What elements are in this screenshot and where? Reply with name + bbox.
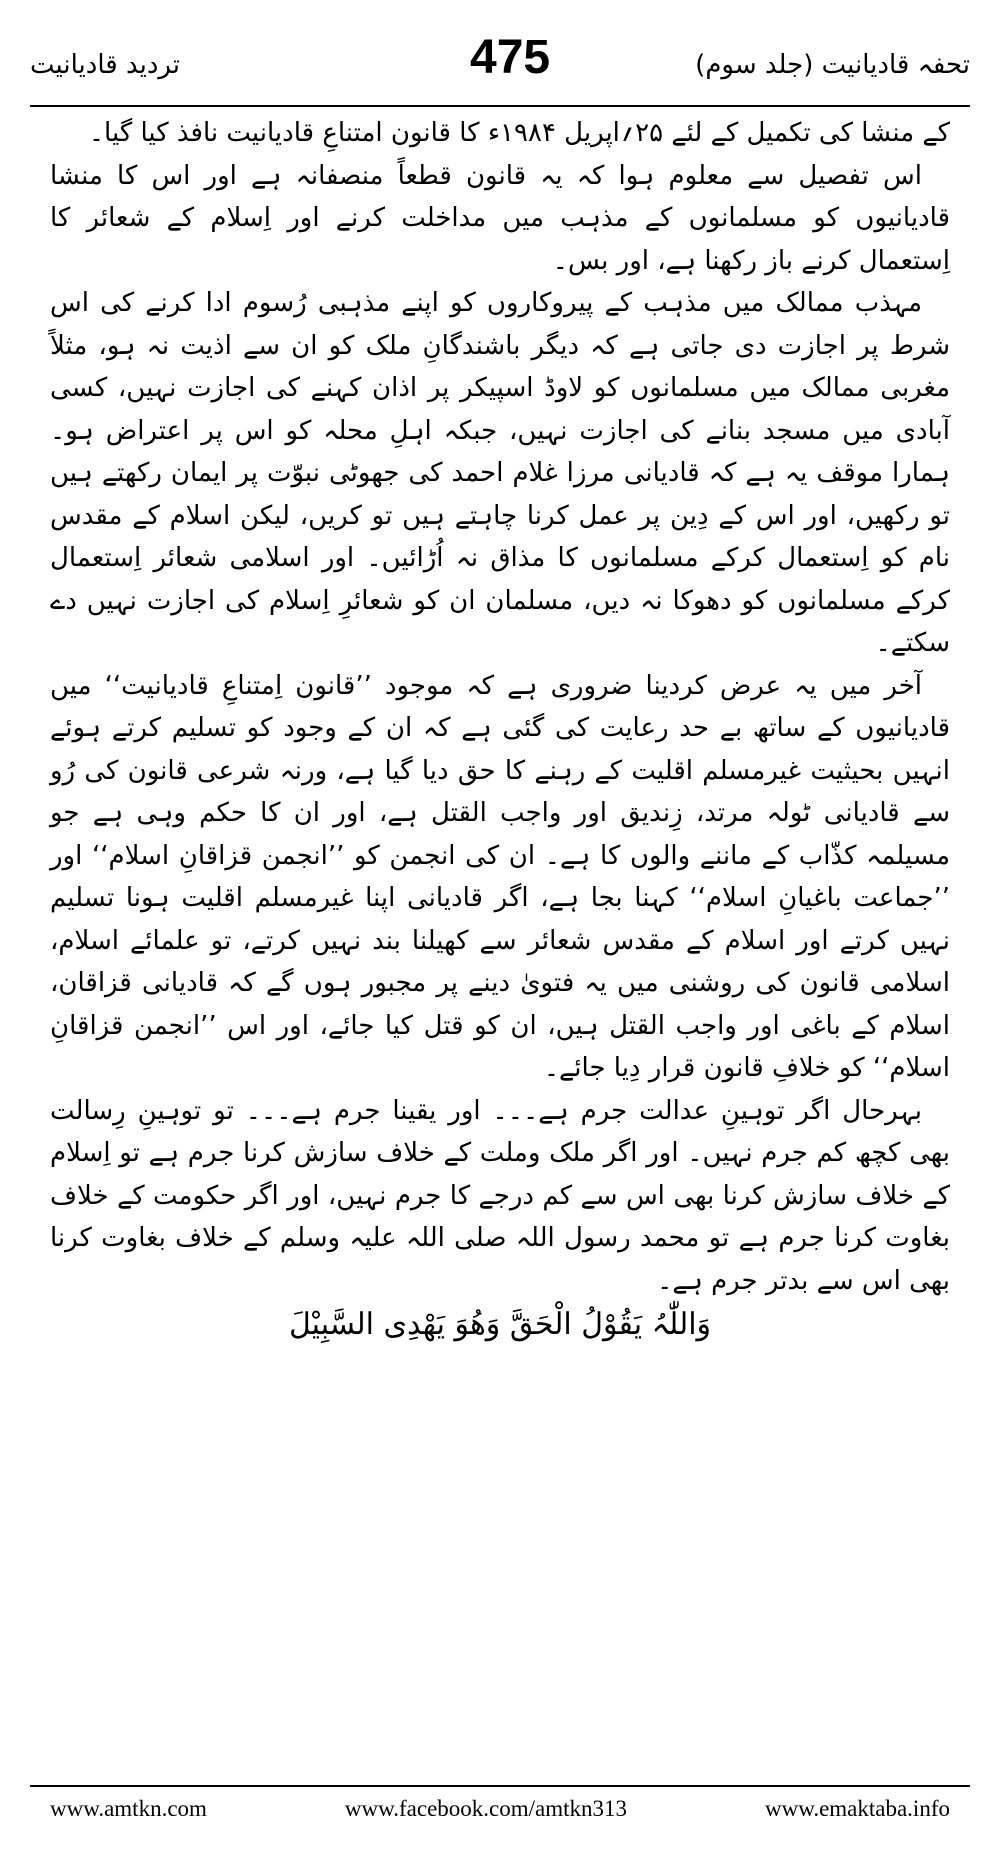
footer-link-facebook[interactable]: www.facebook.com/amtkn313 bbox=[344, 1796, 628, 1821]
footer-link-amtkn[interactable]: www.amtkn.com bbox=[50, 1796, 207, 1821]
header-divider bbox=[30, 105, 970, 107]
closing-verse: وَاللّٰہُ یَقُوْلُ الْحَقَّ وَھُوَ یَھْدِی السَّبِیْلَ bbox=[288, 1307, 712, 1342]
paragraph-5: بہرحال اگر توہینِ عدالت جرم ہے۔۔۔ اور یقینا جرم ہے۔۔۔ تو توہینِ رِسالت بھی کچھ کم جرم نہیں۔ اور اگر ملک وملت کے خلاف سازش کرنا جرم ہے تو اِسلام کے خلاف سازش کرنا بھی اس سے کم درجے کا جرم نہیں، اور اگر حکومت کے خلاف بغاوت کرنا جرم ہے تو محمد رسول اللہ صلی اللہ علیہ وسلم کے خلاف بغاوت کرنا بھی اس سے بدتر جرم ہے۔ bbox=[50, 1095, 950, 1296]
book-title: تحفہ قادیانیت (جلد سوم) bbox=[695, 50, 970, 80]
page-footer bbox=[50, 1796, 950, 1836]
paragraph-1: کے منشا کی تکمیل کے لئے ۲۵؍اپریل ۱۹۸۴ء کا قانون امتناعِ قادیانیت نافذ کیا گیا۔ bbox=[88, 118, 950, 148]
paragraph-2: اس تفصیل سے معلوم ہوا کہ یہ قانون قطعاً منصفانہ ہے اور اس کا منشا قادیانیوں کو مسلمانوں کے مذہب میں مداخلت کرنے اور اِسلام کے شعائر کا اِستعمال کرنے باز رکھنا ہے، اور بس۔ bbox=[50, 160, 950, 276]
footer-divider bbox=[30, 1785, 970, 1787]
paragraph-4: آخر میں یہ عرض کردینا ضروری ہے کہ موجود ’’قانون اِمتناعِ قادیانیت‘‘ میں قادیانیوں کے ساتھ بے حد رعایت کی گئی ہے کہ ان کے وجود کو تسلیم کرتے ہوئے انہیں بحیثیت غیرمسلم اقلیت کے رہنے کا حق دیا گیا ہے، ورنہ شرعی قانون کی رُو سے قادیانی ٹولہ مرتد، زِندیق اور واجب القتل ہے، اور ان کا حکم وہی ہے جو مسیلمہ کذّاب کے ماننے والوں کا ہے۔ ان کی انجمن کو ’’انجمن قزاقانِ اسلام‘‘ اور ’’جماعت باغیانِ اسلام‘‘ کہنا بجا ہے، اگر قادیانی اپنا غیرمسلم اقلیت ہونا تسلیم نہیں کرتے اور اسلام کے مقدس شعائر سے کھیلنا بند نہیں کرتے، تو علمائے اسلام، اسلامی قانون کی روشنی میں یہ فتویٰ دینے پر مجبور ہوں گے کہ قادیانی قزاقان، اسلام کے باغی اور واجب القتل ہیں، ان کو قتل کیا جائے، اور اس ’’انجمن قزاقانِ اسلام‘‘ کو خلافِ قانون قرار دِیا جائے۔ bbox=[50, 670, 950, 1083]
page-header bbox=[30, 30, 970, 100]
page-body bbox=[50, 112, 950, 1347]
section-title: تردید قادیانیت bbox=[30, 50, 181, 80]
paragraph-3: مہذب ممالک میں مذہب کے پیروکاروں کو اپنے مذہبی رُسوم ادا کرنے کی اس شرط پر اجازت دی جاتی ہے کہ دیگر باشندگانِ ملک کو ان سے اذیت نہ ہو، مثلاً مغربی ممالک میں مسلمانوں کو لاوڈ اسپیکر پر اذان کہنے کی اجازت نہیں، کسی آبادی میں مسجد بنانے کی اجازت نہیں، جبکہ اہلِ محلہ کو اس پر اعتراض ہو۔ ہمارا موقف یہ ہے کہ قادیانی مرزا غلام احمد کی جھوٹی نبوّت پر ایمان رکھتے ہیں تو رکھیں، اور اس کے دِین پر عمل کرنا چاہتے ہیں تو کریں، لیکن اسلام کے مقدس نام کو اِستعمال کرکے مسلمانوں کا مذاق نہ اُڑائیں۔ اور اسلامی شعائر اِستعمال کرکے مسلمانوں کو دھوکا نہ دیں، مسلمان ان کو شعائرِ اِسلام کی اجازت نہیں دے سکتے۔ bbox=[50, 288, 950, 658]
footer-link-emaktaba[interactable]: www.emaktaba.info bbox=[764, 1796, 950, 1821]
page-number: 475 bbox=[470, 31, 551, 84]
